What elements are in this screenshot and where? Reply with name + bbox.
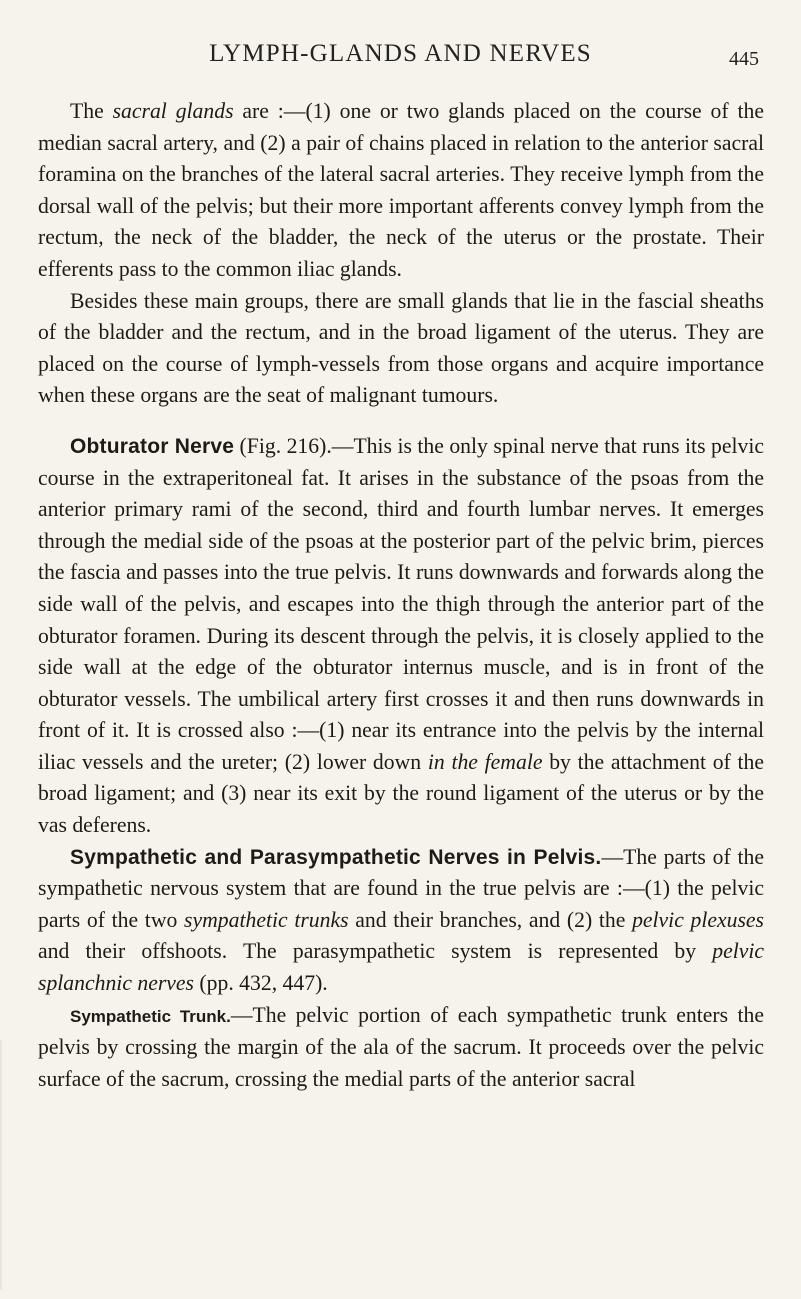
running-title: LYMPH-GLANDS AND NERVES <box>209 40 592 67</box>
paragraph-obturator-nerve <box>38 431 764 842</box>
paragraph-text: by the attachment of the broad ligament; and (3) near its exit by the round ligament of the uterus or by the vas deferens. <box>38 749 764 838</box>
italic-term-pelvic-splanchnic-nerves: pelvic splanchnic nerves <box>38 939 764 996</box>
paragraph-sympathetic-parasympathetic <box>38 842 764 1000</box>
subheading-sympathetic-trunk: Sympathetic Trunk. <box>70 1006 231 1026</box>
paragraph-sympathetic-trunk <box>38 1000 764 1096</box>
paragraph-text: are :—(1) one or two glands placed on the course of the median sacral artery, and (2) a pair of chains placed in relation to the anterior sacral foramina on the branches of the lateral sacral arteries. They receive lymph from the dorsal wall of the pelvis; but their more important afferents convey lymph from the rectum, the neck of the bladder, the neck of the uterus or the prostate. Their efferents pass to the common iliac glands. <box>38 99 764 281</box>
paragraph-text: and their offshoots. The parasympathetic system is represented by <box>38 939 713 964</box>
page-number: 445 <box>729 48 759 70</box>
paragraph-small-glands: Besides these main groups, there are small glands that lie in the fascial sheaths of the bladder and the rectum, and in the broad ligament of the uterus. They are placed on the course of lymph-vessels from those organs and acquire importance when these organs are the seat of malignant tumours. <box>38 288 764 408</box>
section-heading-sympathetic-parasympathetic: Sympathetic and Parasympathetic Nerves in Pelvis. <box>70 845 602 869</box>
running-head <box>0 40 801 80</box>
italic-term-sacral-glands: sacral glands <box>112 99 234 123</box>
paragraph-text: (pp. 432, 447). <box>194 971 328 996</box>
paragraph-text: —The pelvic portion of each sympathetic trunk enters the pelvis by crossing the margin of the ala of the sacrum. It proceeds over the pelvic surface of the sacrum, crossing the medial parts of the anterior sacral <box>38 1002 764 1091</box>
italic-term-sympathetic-trunks: sympathetic trunks <box>184 907 349 932</box>
paragraph-text: and their branches, and (2) the <box>348 907 633 932</box>
italic-term-female: in the female <box>427 749 543 774</box>
section-heading-obturator-nerve: Obturator Nerve <box>70 434 235 458</box>
body-text <box>38 96 764 1095</box>
paragraph-sacral-glands <box>38 96 764 286</box>
page-edge-shadow <box>0 1040 2 1290</box>
paragraph-text: The <box>70 99 113 123</box>
paragraph-text: —The parts of the sympathetic nervous system that are found in the true pelvis are :—(1) the pelvic parts of the two <box>38 844 764 932</box>
paragraph-text: (Fig. 216).—This is the only spinal nerve that runs its pelvic course in the extraperitoneal fat. It arises in the substance of the psoas from the anterior primary rami of the second, third and fourth lumbar nerves. It emerges through the medial side of the psoas at the posterior part of the pelvic brim, pierces the fascia and passes into the true pelvis. It runs downwards and forwards along the side wall of the pelvis, and escapes into the thigh through the anterior part of the obturator foramen. During its descent through the pelvis, it is closely applied to the side wall at the edge of the obturator internus muscle, and is in front of the obturator vessels. The umbilical artery first crosses it and then runs downwards in front of it. It is crossed also :—(1) near its entrance into the pelvis by the internal iliac vessels and the ureter; (2) lower down <box>38 433 764 774</box>
italic-term-pelvic-plexuses: pelvic plexuses <box>632 907 765 932</box>
